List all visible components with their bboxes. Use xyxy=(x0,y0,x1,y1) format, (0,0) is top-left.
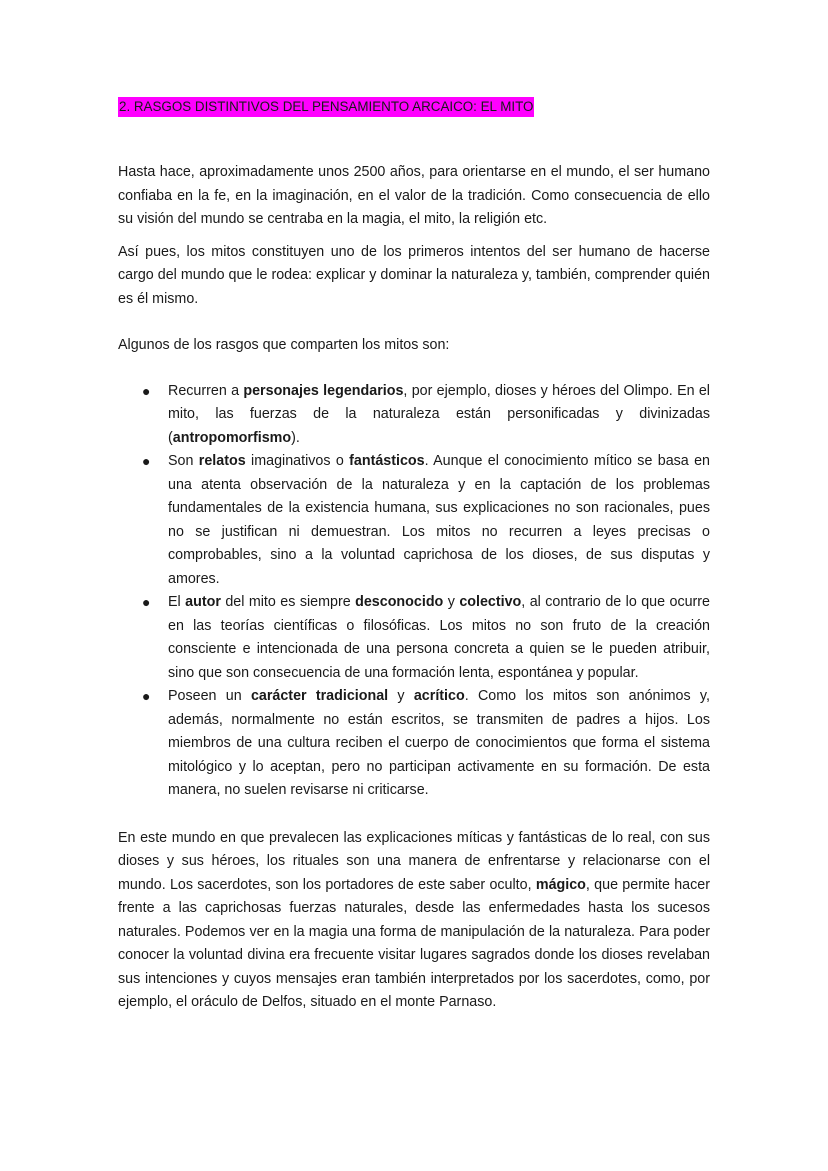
list-item: ● El autor del mito es siempre desconocido y colectivo, al contrario de lo que ocurre en las teorías científicas o filosóficas. Los mitos no son fruto de la creación consciente e intencionada de una persona concreta a quien se le pueden atribuir, sino que son consecuencia de una formación lenta, espontánea y popular. xyxy=(118,591,710,685)
emphasis: colectivo xyxy=(459,594,522,610)
bullet-icon: ● xyxy=(142,594,151,610)
list-item: ● Son relatos imaginativos o fantásticos. Aunque el conocimiento mítico se basa en una atenta observación de la naturaleza y en la captación de los problemas fundamentales de la existencia humana, sus explicaciones no son racionales, pues no se justifican ni demuestran. Los mitos no recurren a leyes precisas o comprobables, sino a la voluntad caprichosa de los dioses, de sus disputas y amores. xyxy=(118,450,710,591)
bullet-icon: ● xyxy=(142,688,151,704)
emphasis: desconocido xyxy=(355,594,444,610)
emphasis: relatos xyxy=(198,453,246,469)
myths-purpose-paragraph: Así pues, los mitos constituyen uno de los primeros intentos del ser humano de hacerse cargo del mundo que le rodea: explicar y dominar la naturaleza y, también, comprender quién es él mismo. xyxy=(118,243,710,307)
emphasis: personajes legendarios xyxy=(243,382,404,399)
document-page xyxy=(118,97,710,1015)
emphasis: carácter tradicional xyxy=(250,688,389,704)
emphasis: acrítico xyxy=(413,688,465,704)
list-intro-paragraph: Algunos de los rasgos que comparten los mitos son: xyxy=(118,337,450,353)
list-item: ● Recurren a personajes legendarios, por ejemplo, dioses y héroes del Olimpo. En el mito, las fuerzas de la naturaleza están personificadas y divinizadas (antropomorfismo). xyxy=(118,380,710,451)
emphasis: antropomorfismo xyxy=(172,429,292,446)
bullet-icon: ● xyxy=(142,382,151,399)
intro-paragraph: Hasta hace, aproximadamente unos 2500 años, para orientarse en el mundo, el ser humano confiaba en la fe, en la imaginación, en el valor de la tradición. Como consecuencia de ello su visión del mundo se centraba en la magia, el mito, la religión etc. xyxy=(118,164,710,227)
emphasis: fantásticos xyxy=(349,453,425,469)
section-heading: 2. RASGOS DISTINTIVOS DEL PENSAMIENTO ARCAICO: EL MITO xyxy=(118,97,534,117)
list-item: ● Poseen un carácter tradicional y acrítico. Como los mitos son anónimos y, además, normalmente no están escritos, se transmiten de padres a hijos. Los miembros de una cultura reciben el cuerpo de conocimientos que forma el sistema mitológico y lo aceptan, pero no participan activamente en su formación. De esta manera, no suelen revisarse ni criticarse. xyxy=(118,685,710,803)
bullet-icon: ● xyxy=(142,453,151,469)
myth-traits-list xyxy=(118,380,710,803)
emphasis: autor xyxy=(185,594,221,610)
emphasis: mágico xyxy=(535,876,586,893)
closing-paragraph: En este mundo en que prevalecen las explicaciones míticas y fantásticas de lo real, con sus dioses y sus héroes, los rituales son una manera de enfrentarse y relacionarse con el mundo. Los sacerdotes, son los portadores de este saber oculto, mágico, que permite hacer frente a las caprichosas fuerzas naturales, desde las enfermedades hasta los sucesos naturales. Podemos ver en la magia una forma de manipulación de la naturaleza. Para poder conocer la voluntad divina era frecuente visitar lugares sagrados donde los dioses revelaban sus intenciones y cuyos mensajes eran también interpretados por los sacerdotes, como, por ejemplo, el oráculo de Delfos, situado en el monte Parnaso. xyxy=(118,829,710,1010)
